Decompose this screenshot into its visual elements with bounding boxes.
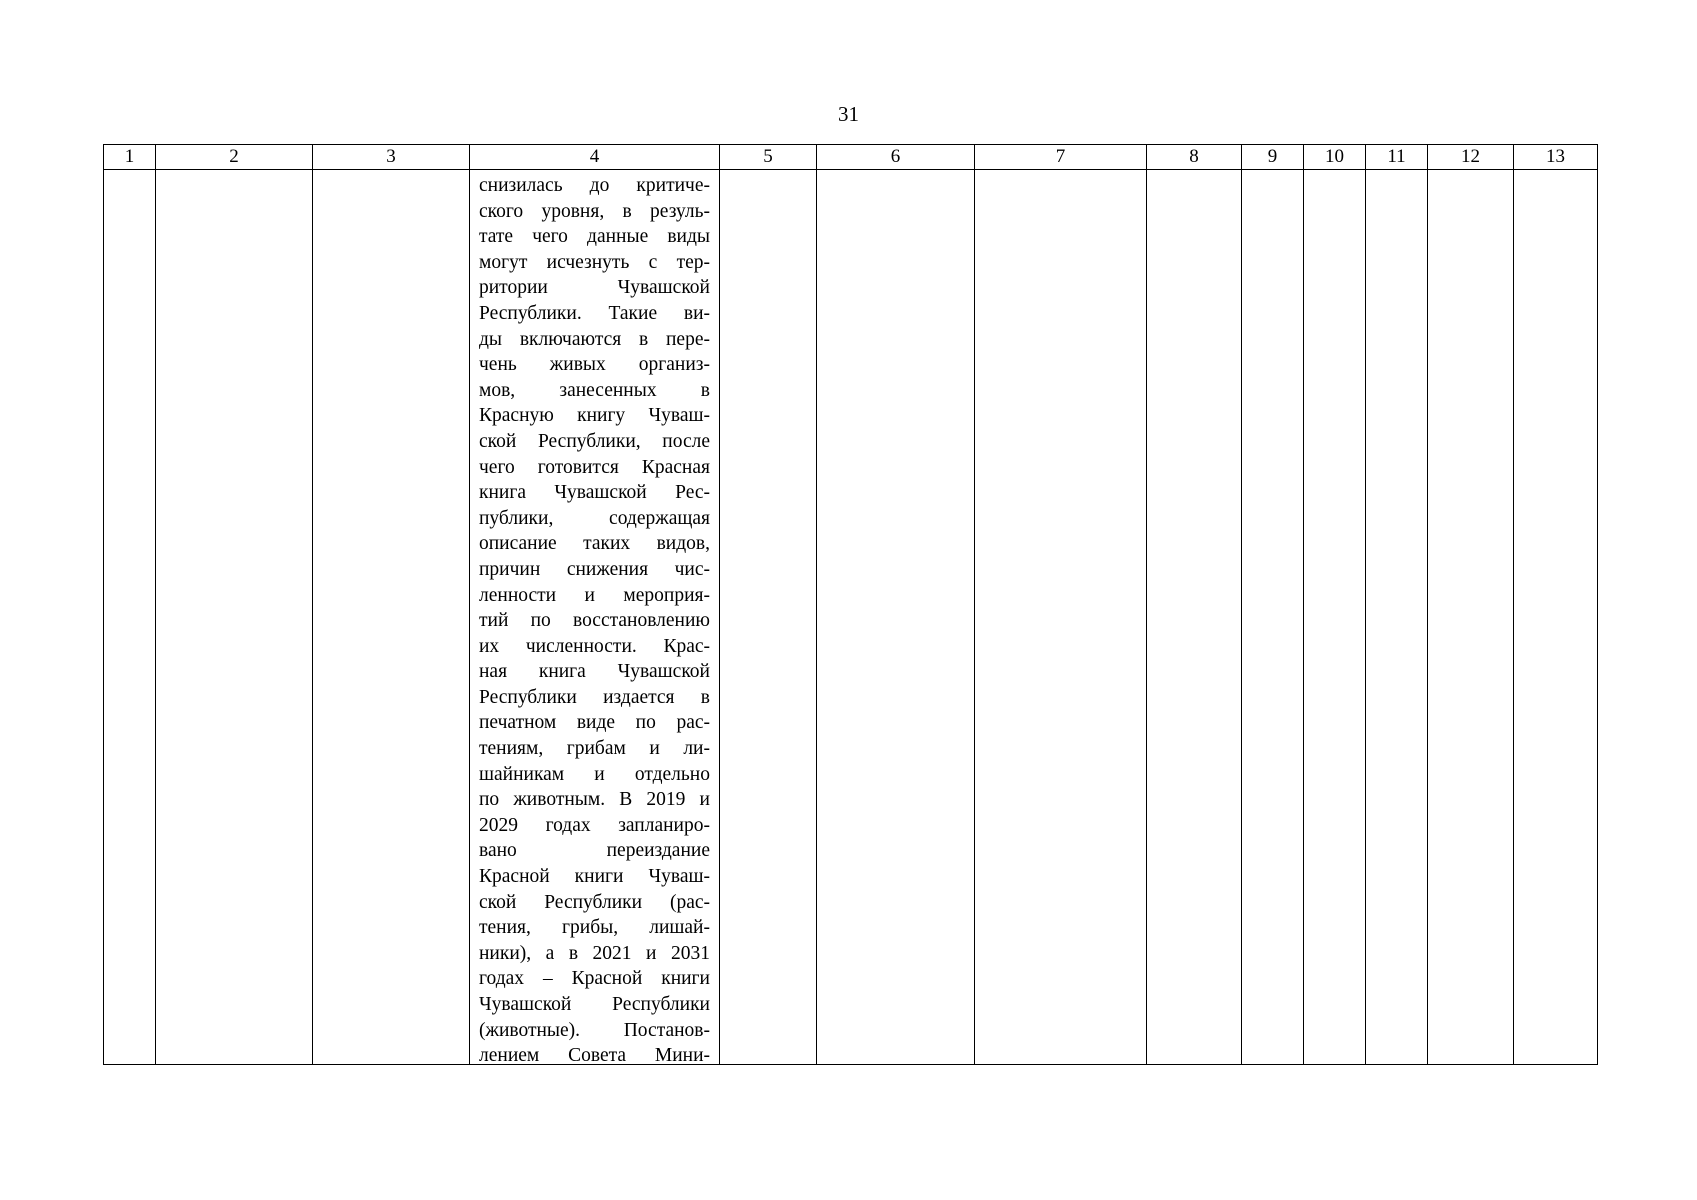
text-line: тения, грибы, лишай- [479,917,710,939]
table-cell-1 [104,170,156,1065]
column-header-7: 7 [975,145,1147,170]
text-line: Республики. Такие ви- [479,302,710,324]
table-cell-6 [817,170,975,1065]
table-cell-10 [1304,170,1366,1065]
text-line: ской Республики (рас- [479,891,710,913]
text-line: тате чего данные виды [479,226,710,248]
column-header-1: 1 [104,145,156,170]
text-line: чего готовится Красная [479,456,710,478]
column-header-6: 6 [817,145,975,170]
text-line: Красной книги Чуваш- [479,866,710,888]
text-line: ской Республики, после [479,430,710,452]
column-header-9: 9 [1242,145,1304,170]
text-line: снизилась до критиче- [479,175,710,196]
text-line: ского уровня, в резуль- [479,200,710,222]
header-row [104,145,1598,170]
text-line: Чувашской Республики [479,994,710,1015]
text-line: книга Чувашской Рес- [479,482,710,504]
table-cell-3 [313,170,470,1065]
text-line: лением Совета Мини- [479,1045,710,1064]
page-number: 31 [838,102,859,126]
text-line: описание таких видов, [479,533,710,555]
table-cell-5 [720,170,817,1065]
text-line: Республики издается в [479,686,710,708]
text-line: мов, занесенных в [479,379,710,401]
text-line: 2029 годах запланиро- [479,814,710,836]
table-cell-2 [156,170,313,1065]
text-line: Красную книгу Чуваш- [479,405,710,427]
text-line: их численности. Крас- [479,635,710,657]
column-header-4: 4 [470,145,720,170]
text-line: могут исчезнуть с тер- [479,251,710,273]
text-line: ники), а в 2021 и 2031 [479,942,710,964]
column-header-13: 13 [1514,145,1598,170]
text-line: по животным. В 2019 и [479,789,710,811]
text-line: печатном виде по рас- [479,712,710,734]
text-line: (животные). Постанов- [479,1019,710,1041]
table-cell-4 [470,170,720,1065]
column-header-3: 3 [313,145,470,170]
text-line: шайникам и отдельно [479,763,710,785]
table-cell-13 [1514,170,1598,1065]
table-cell-8 [1147,170,1242,1065]
text-line: ная книга Чувашской [479,661,710,683]
text-line: ды включаются в пере- [479,328,710,350]
text-line: тениям, грибам и ли- [479,738,710,760]
document-table [103,144,1598,1065]
text-line: публики, содержащая [479,507,710,529]
text-line: причин снижения чис- [479,558,710,580]
column-header-5: 5 [720,145,817,170]
text-line: тий по восстановлению [479,610,710,632]
column-header-8: 8 [1147,145,1242,170]
text-line: ритории Чувашской [479,277,710,299]
text-line: годах – Красной книги [479,968,710,990]
table-row [104,170,1598,1065]
text-line: вано переиздание [479,840,710,862]
text-line: чень живых организ- [479,354,710,376]
column-header-10: 10 [1304,145,1366,170]
table-cell-7 [975,170,1147,1065]
column-header-2: 2 [156,145,313,170]
table-cell-11 [1366,170,1428,1065]
column-header-12: 12 [1428,145,1514,170]
text-line: ленности и мероприя- [479,584,710,606]
table-cell-9 [1242,170,1304,1065]
column-header-11: 11 [1366,145,1428,170]
column-4-text [470,170,719,1064]
table-cell-12 [1428,170,1514,1065]
